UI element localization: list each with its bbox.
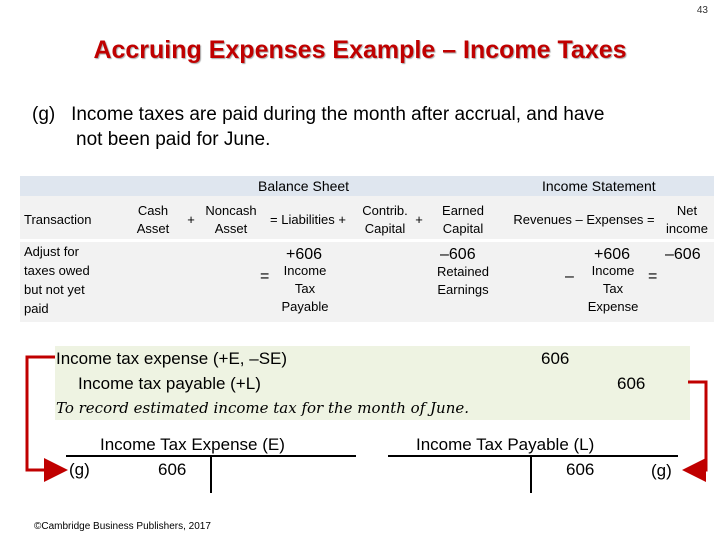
credit-posting-arrow: [688, 382, 706, 470]
income-statement-header: Income Statement: [542, 178, 656, 194]
journal-debit-amount: 606: [541, 349, 570, 368]
journal-credit-line: Income tax payable (+L): [78, 374, 261, 393]
plus-sign: +: [187, 212, 195, 227]
row-description: Adjust for taxes owed but not yet paid: [24, 244, 90, 316]
net-income-value: –606: [665, 246, 701, 263]
minus-sign: –: [565, 268, 574, 285]
liability-value: +606: [286, 246, 323, 263]
journal-credit-amount: 606: [617, 374, 646, 393]
page-number: 43: [696, 5, 708, 16]
debit-posting-arrow: [27, 357, 62, 470]
t-account-payable-title: Income Tax Payable (L): [416, 435, 595, 454]
journal-debit-line: Income tax expense (+E, –SE): [56, 349, 288, 368]
bullet-line-1: Income taxes are paid during the month after accrual, and have: [71, 104, 605, 125]
t-account-expense-amount: 606: [158, 460, 187, 479]
revenues-expenses-label: Revenues – Expenses =: [513, 212, 655, 227]
cash-asset-label: Cash Asset: [136, 203, 170, 236]
plus-sign-2: +: [415, 212, 423, 227]
expense-value: +606: [594, 246, 631, 263]
journal-memo: To record estimated income tax for the month of June.: [56, 399, 470, 417]
balance-sheet-header: Balance Sheet: [258, 178, 350, 194]
earned-capital-label: Earned Capital: [442, 203, 484, 236]
liabilities-label: = Liabilities +: [270, 212, 346, 227]
bullet-line-2: not been paid for June.: [76, 129, 271, 150]
contrib-capital-label: Contrib. Capital: [362, 203, 408, 236]
is-equals-sign: =: [648, 268, 658, 285]
t-account-expense-title: Income Tax Expense (E): [100, 435, 285, 454]
t-account-payable-ref: (g): [651, 461, 672, 480]
t-account-payable-amount: 606: [566, 460, 595, 479]
t-account-expense-ref: (g): [69, 460, 90, 479]
earned-capital-value: –606: [440, 246, 476, 263]
expense-account: Income Tax Expense: [587, 263, 639, 314]
bullet-label: (g): [32, 104, 56, 125]
liability-account: Income Tax Payable: [281, 263, 329, 314]
slide-title: Accruing Expenses Example – Income Taxes: [93, 36, 627, 64]
equals-sign: =: [260, 268, 270, 285]
noncash-asset-label: Noncash Asset: [205, 203, 257, 236]
transaction-label: Transaction: [24, 212, 92, 227]
net-income-label: Net income: [666, 203, 708, 236]
earned-capital-account: Retained Earnings: [436, 264, 490, 297]
copyright-notice: ©Cambridge Business Publishers, 2017: [34, 521, 211, 532]
